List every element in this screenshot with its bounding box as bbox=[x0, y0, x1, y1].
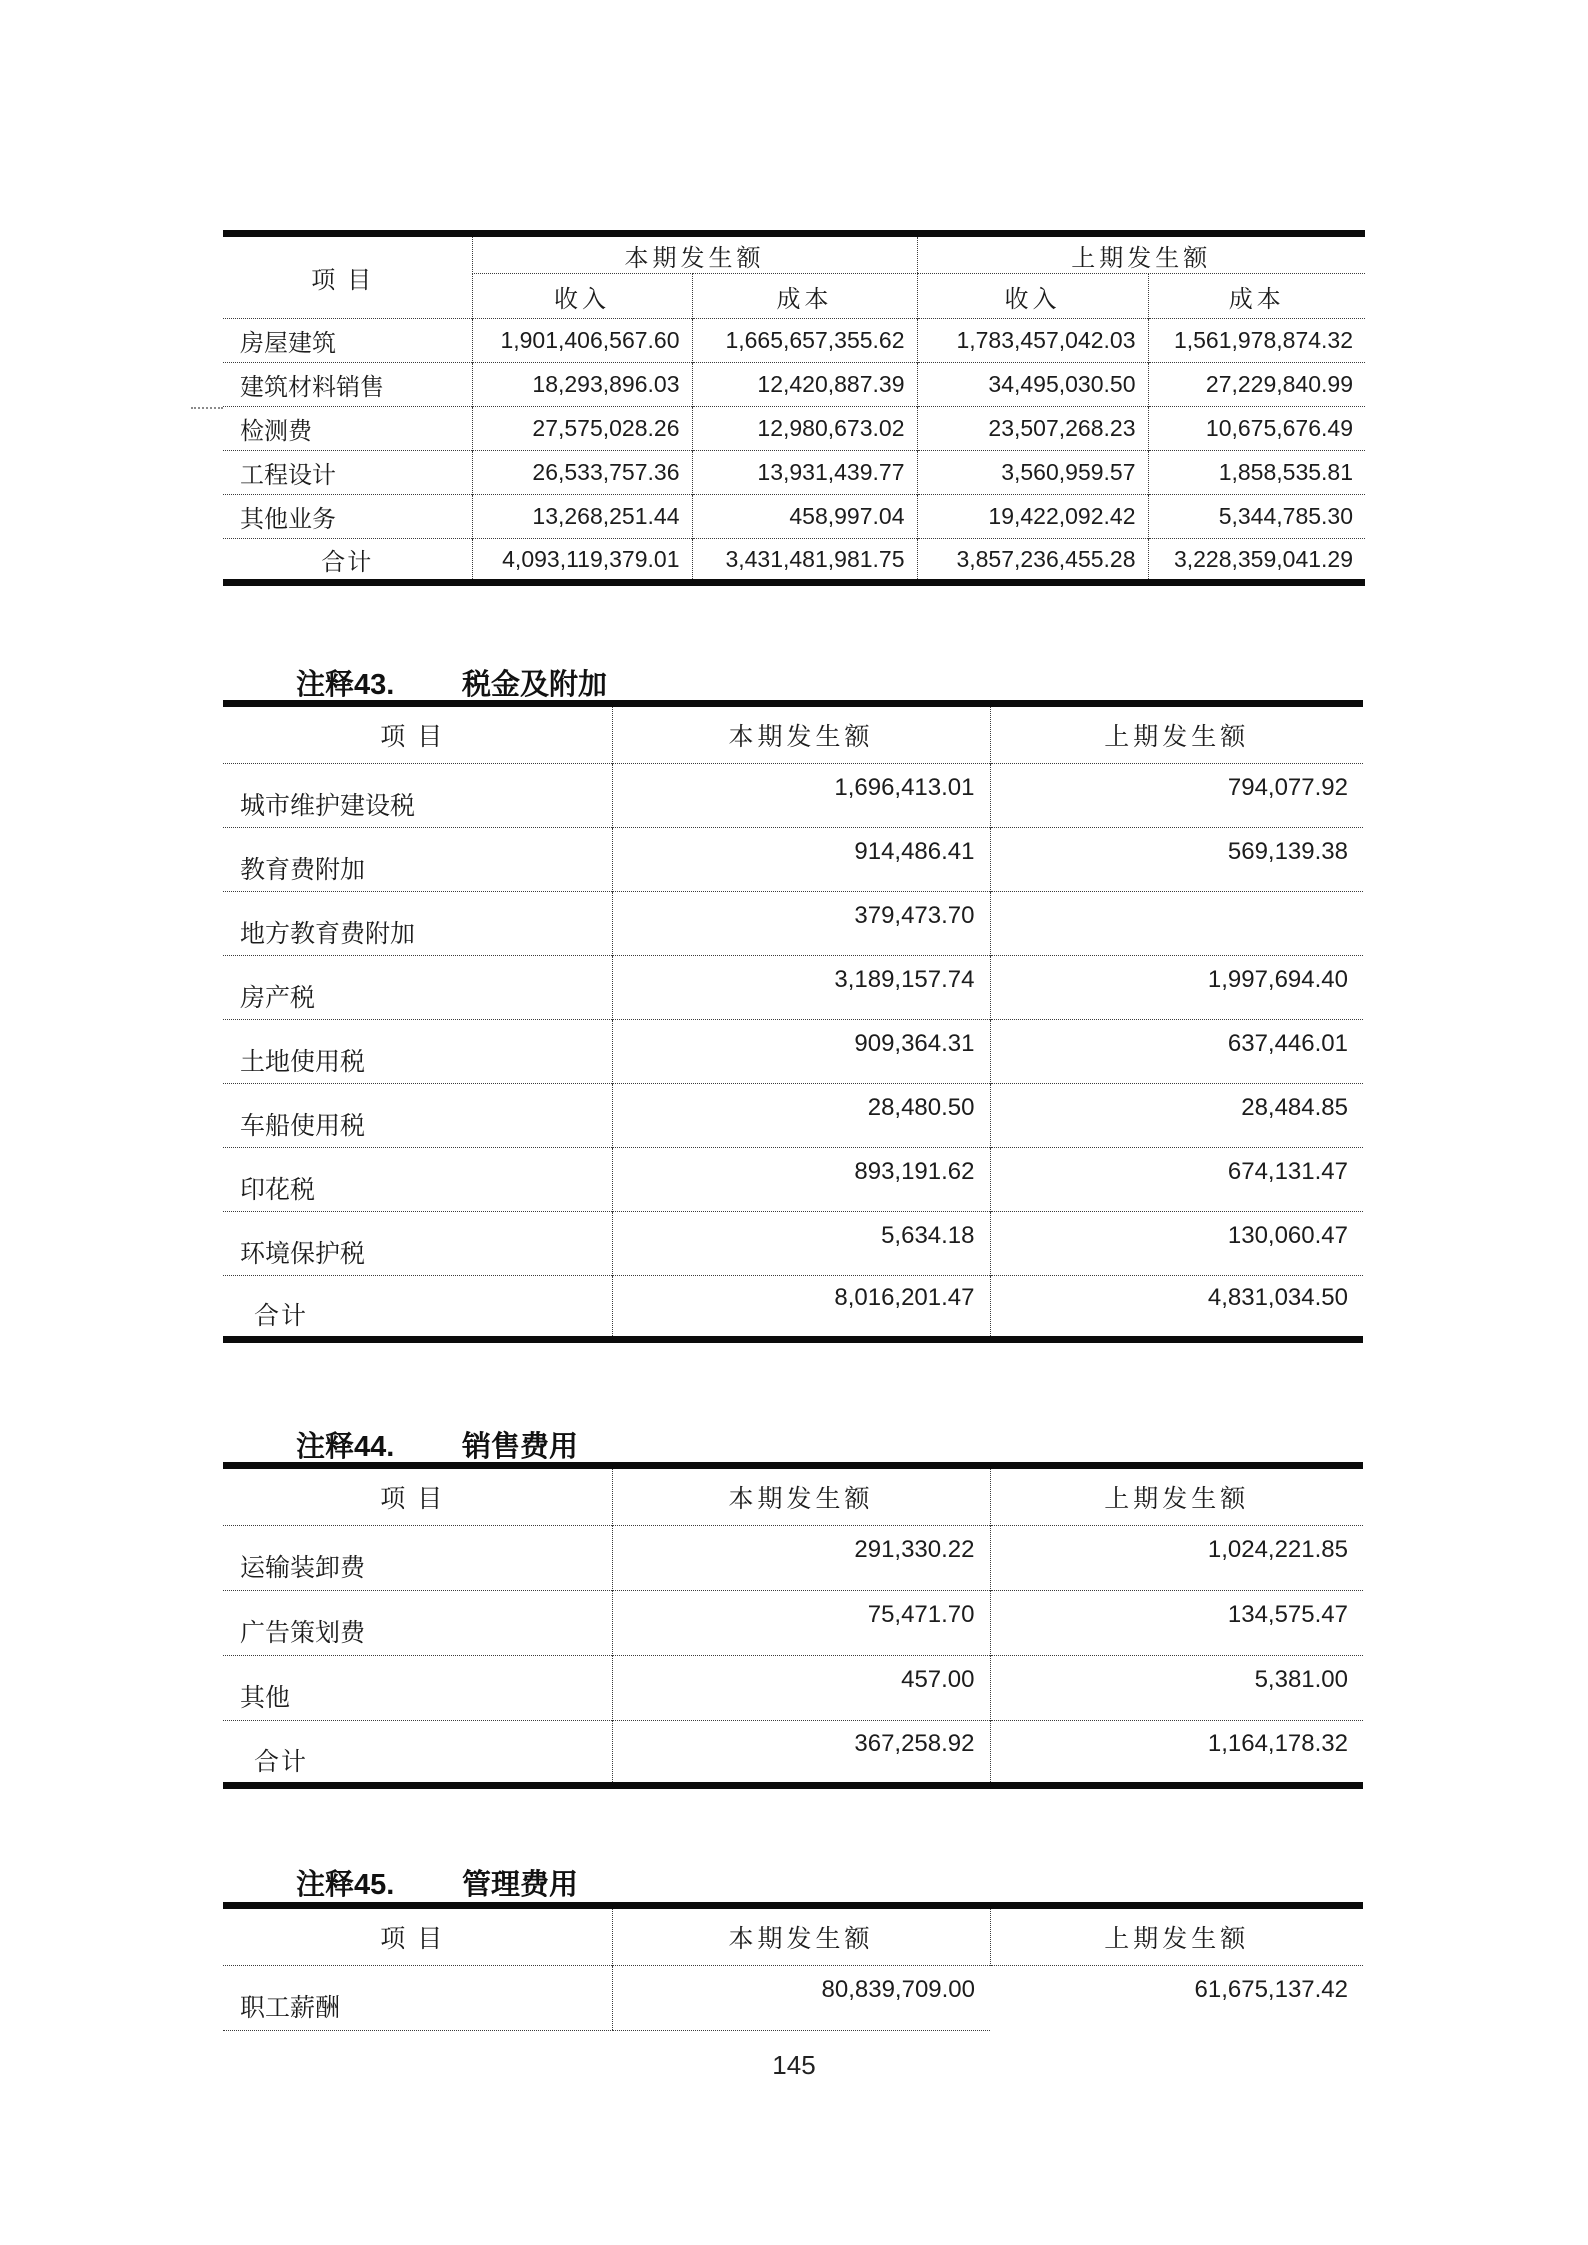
column-header-current-period: 本期发生额 bbox=[612, 1906, 990, 1966]
row-label: 房屋建筑 bbox=[223, 319, 472, 363]
total-value-cell: 1,164,178.32 bbox=[990, 1721, 1363, 1786]
total-value-cell: 4,093,119,379.01 bbox=[472, 539, 692, 583]
table-row bbox=[223, 1656, 1363, 1721]
value-cell: 909,364.31 bbox=[612, 1020, 990, 1084]
value-cell: 1,783,457,042.03 bbox=[917, 319, 1148, 363]
value-cell: 26,533,757.36 bbox=[472, 451, 692, 495]
table-total-row bbox=[223, 1721, 1363, 1786]
value-cell: 1,901,406,567.60 bbox=[472, 319, 692, 363]
value-cell: 34,495,030.50 bbox=[917, 363, 1148, 407]
section-title-text: 管理费用 bbox=[462, 1869, 579, 1901]
row-label: 建筑材料销售 bbox=[223, 363, 472, 407]
column-header-item: 项目 bbox=[311, 267, 384, 294]
total-label: 合计 bbox=[223, 1721, 612, 1786]
row-label: 职工薪酬 bbox=[223, 1966, 612, 2031]
row-label: 土地使用税 bbox=[223, 1020, 612, 1084]
column-header-prior-period: 上期发生额 bbox=[917, 234, 1365, 274]
table-row bbox=[223, 764, 1363, 828]
value-cell: 23,507,268.23 bbox=[917, 407, 1148, 451]
row-label: 其他 bbox=[223, 1656, 612, 1721]
column-header-item: 项目 bbox=[380, 1485, 455, 1513]
value-cell: 569,139.38 bbox=[990, 828, 1363, 892]
value-cell: 3,560,959.57 bbox=[917, 451, 1148, 495]
table-row bbox=[223, 892, 1363, 956]
row-label: 广告策划费 bbox=[223, 1591, 612, 1656]
row-label: 教育费附加 bbox=[223, 828, 612, 892]
scan-artifact-dash bbox=[191, 407, 223, 409]
column-header-prior-period: 上期发生额 bbox=[990, 1466, 1363, 1526]
value-cell: 28,484.85 bbox=[990, 1084, 1363, 1148]
value-cell: 12,980,673.02 bbox=[692, 407, 917, 451]
value-cell: 1,858,535.81 bbox=[1148, 451, 1365, 495]
row-label: 工程设计 bbox=[223, 451, 472, 495]
column-header-current-period: 本期发生额 bbox=[612, 1466, 990, 1526]
note43-section-title bbox=[296, 662, 607, 703]
value-cell: 1,024,221.85 bbox=[990, 1526, 1363, 1591]
value-cell: 28,480.50 bbox=[612, 1084, 990, 1148]
value-cell: 458,997.04 bbox=[692, 495, 917, 539]
row-label: 其他业务 bbox=[223, 495, 472, 539]
total-value-cell: 8,016,201.47 bbox=[612, 1276, 990, 1340]
section-number: 注释44. bbox=[296, 1431, 395, 1463]
table-total-row bbox=[223, 1276, 1363, 1340]
total-value-cell: 3,228,359,041.29 bbox=[1148, 539, 1365, 583]
value-cell: 291,330.22 bbox=[612, 1526, 990, 1591]
value-cell: 1,561,978,874.32 bbox=[1148, 319, 1365, 363]
value-cell: 61,675,137.42 bbox=[990, 1966, 1363, 2031]
table-row bbox=[223, 1526, 1363, 1591]
table-header-row bbox=[223, 1906, 1363, 1966]
value-cell: 794,077.92 bbox=[990, 764, 1363, 828]
value-cell: 674,131.47 bbox=[990, 1148, 1363, 1212]
note44-selling-expenses-table bbox=[223, 1462, 1363, 1789]
note43-taxes-surcharges-table bbox=[223, 700, 1363, 1343]
table-row bbox=[223, 1591, 1363, 1656]
table-header-row bbox=[223, 704, 1363, 764]
value-cell: 75,471.70 bbox=[612, 1591, 990, 1656]
row-label: 印花税 bbox=[223, 1148, 612, 1212]
table-row bbox=[223, 956, 1363, 1020]
table-header-row bbox=[223, 1466, 1363, 1526]
value-cell: 914,486.41 bbox=[612, 828, 990, 892]
value-cell: 27,575,028.26 bbox=[472, 407, 692, 451]
value-cell: 12,420,887.39 bbox=[692, 363, 917, 407]
column-header-prior-period: 上期发生额 bbox=[990, 704, 1363, 764]
value-cell: 457.00 bbox=[612, 1656, 990, 1721]
table-row bbox=[223, 1148, 1363, 1212]
column-header-prior-period: 上期发生额 bbox=[990, 1906, 1363, 1966]
row-label: 运输装卸费 bbox=[223, 1526, 612, 1591]
row-label: 车船使用税 bbox=[223, 1084, 612, 1148]
column-header-current-period: 本期发生额 bbox=[472, 234, 917, 274]
value-cell: 637,446.01 bbox=[990, 1020, 1363, 1084]
note45-admin-expenses-table bbox=[223, 1902, 1363, 2031]
total-value-cell: 3,857,236,455.28 bbox=[917, 539, 1148, 583]
value-cell: 1,665,657,355.62 bbox=[692, 319, 917, 363]
table-row bbox=[223, 407, 1365, 451]
value-cell bbox=[990, 892, 1363, 956]
column-header-item: 项目 bbox=[380, 1925, 455, 1953]
subheader-prior-revenue: 收入 bbox=[917, 274, 1148, 319]
table-row bbox=[223, 1020, 1363, 1084]
value-cell: 1,696,413.01 bbox=[612, 764, 990, 828]
table-row bbox=[223, 1966, 1363, 2031]
value-cell: 134,575.47 bbox=[990, 1591, 1363, 1656]
value-cell: 13,931,439.77 bbox=[692, 451, 917, 495]
table-total-row bbox=[223, 539, 1365, 583]
page-number: 145 bbox=[772, 2050, 816, 2080]
row-label: 地方教育费附加 bbox=[223, 892, 612, 956]
subheader-current-revenue: 收入 bbox=[472, 274, 692, 319]
value-cell: 130,060.47 bbox=[990, 1212, 1363, 1276]
value-cell: 10,675,676.49 bbox=[1148, 407, 1365, 451]
section-number: 注释43. bbox=[296, 669, 395, 701]
row-label: 城市维护建设税 bbox=[223, 764, 612, 828]
row-label: 环境保护税 bbox=[223, 1212, 612, 1276]
column-header-current-period: 本期发生额 bbox=[612, 704, 990, 764]
table-row bbox=[223, 495, 1365, 539]
table-row bbox=[223, 363, 1365, 407]
table-row bbox=[223, 1212, 1363, 1276]
value-cell: 80,839,709.00 bbox=[612, 1966, 990, 2031]
value-cell: 5,381.00 bbox=[990, 1656, 1363, 1721]
value-cell: 5,344,785.30 bbox=[1148, 495, 1365, 539]
total-value-cell: 3,431,481,981.75 bbox=[692, 539, 917, 583]
value-cell: 1,997,694.40 bbox=[990, 956, 1363, 1020]
table-header-row bbox=[223, 234, 1365, 274]
subheader-prior-cost: 成本 bbox=[1148, 274, 1365, 319]
row-label: 检测费 bbox=[223, 407, 472, 451]
note45-section-title bbox=[296, 1862, 578, 1903]
column-header-item: 项目 bbox=[380, 723, 455, 751]
total-label: 合计 bbox=[223, 1276, 612, 1340]
subheader-current-cost: 成本 bbox=[692, 274, 917, 319]
value-cell: 893,191.62 bbox=[612, 1148, 990, 1212]
total-value-cell: 367,258.92 bbox=[612, 1721, 990, 1786]
note44-section-title bbox=[296, 1424, 578, 1465]
value-cell: 13,268,251.44 bbox=[472, 495, 692, 539]
section-number: 注释45. bbox=[296, 1869, 395, 1901]
value-cell: 5,634.18 bbox=[612, 1212, 990, 1276]
segment-revenue-cost-table bbox=[223, 230, 1365, 586]
value-cell: 3,189,157.74 bbox=[612, 956, 990, 1020]
section-title-text: 销售费用 bbox=[462, 1431, 579, 1463]
table-row bbox=[223, 319, 1365, 363]
section-title-text: 税金及附加 bbox=[462, 669, 608, 701]
table-row bbox=[223, 451, 1365, 495]
total-label: 合计 bbox=[223, 539, 472, 583]
table-row bbox=[223, 1084, 1363, 1148]
row-label: 房产税 bbox=[223, 956, 612, 1020]
value-cell: 379,473.70 bbox=[612, 892, 990, 956]
value-cell: 18,293,896.03 bbox=[472, 363, 692, 407]
table-row bbox=[223, 828, 1363, 892]
total-value-cell: 4,831,034.50 bbox=[990, 1276, 1363, 1340]
value-cell: 19,422,092.42 bbox=[917, 495, 1148, 539]
value-cell: 27,229,840.99 bbox=[1148, 363, 1365, 407]
